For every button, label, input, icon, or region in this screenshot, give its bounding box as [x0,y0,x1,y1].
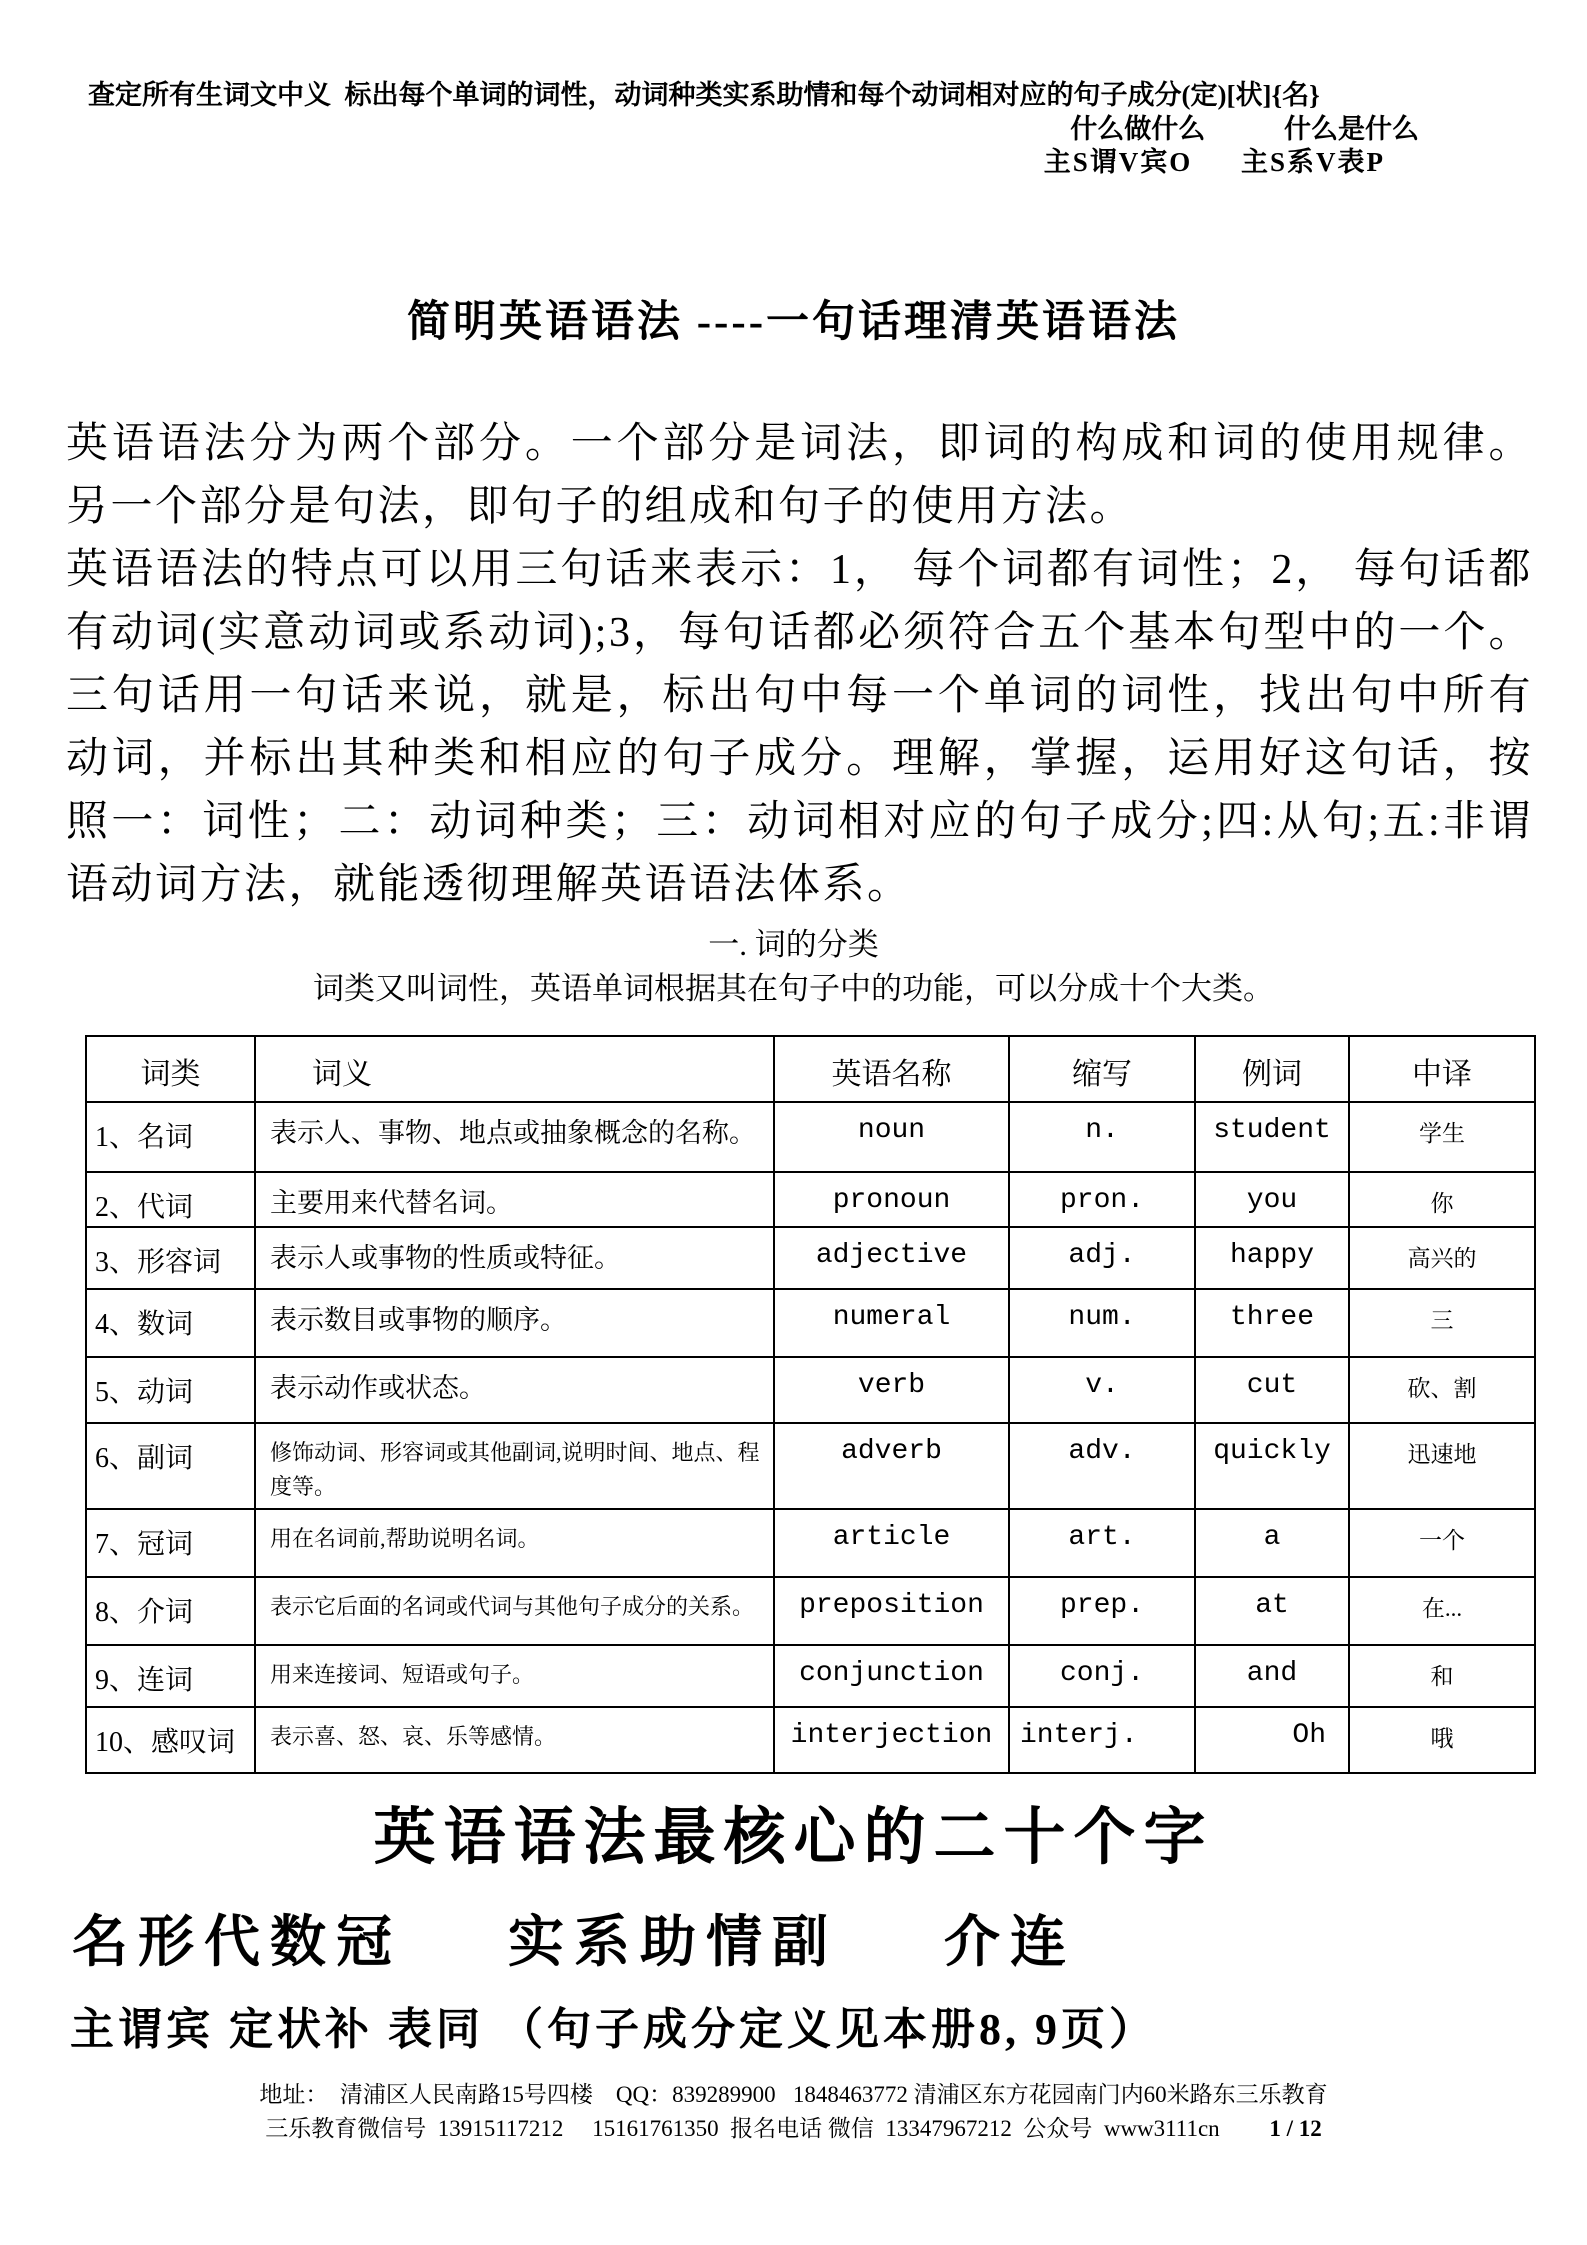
core-title: 英语语法最核心的二十个字 [373,1804,1214,1872]
cell-translation: 高兴的 [1349,1227,1535,1289]
word-class-table [85,1035,1536,1774]
cell-class: 1、名词 [86,1102,255,1172]
cell-class: 7、冠词 [86,1509,255,1577]
cell-abbr: n. [1009,1102,1195,1172]
cell-example: at [1195,1577,1349,1645]
cell-class: 3、形容词 [86,1227,255,1289]
cell-class: 6、副词 [86,1423,255,1509]
col-header-abbr: 缩写 [1009,1036,1195,1102]
cell-meaning: 主要用来代替名词。 [255,1172,774,1227]
col-header-class: 词类 [86,1036,255,1102]
cell-example: three [1195,1289,1349,1357]
page-number: 1 / 12 [1269,2116,1322,2141]
intro-paragraph-2: 英语语法的特点可以用三句话来表示：1， 每个词都有词性；2， 每句话都有动词(实意动词或系动词);3，每句话都必须符合五个基本句型中的一个。三句话用一句话来说，就是，标出句中每一个单词的词性，找出句中所有动词，并标出其种类和相应的句子成分。理解，掌握，运用好这句话，按照一：词性；二：动词种类；三：动词相对应的句子成分;四:从句;五:非谓语动词方法，就能透彻理解英语语法体系。 [66,547,1533,908]
cell-class: 5、动词 [86,1357,255,1423]
cell-english: adverb [774,1423,1009,1509]
col-header-example: 例词 [1195,1036,1349,1102]
cell-english: conjunction [774,1645,1009,1707]
annotation-svo: 主S谓V宾O [1043,147,1193,177]
table-row [86,1509,1535,1577]
cell-abbr: adj. [1009,1227,1195,1289]
table-row [86,1707,1535,1773]
core-sentence-parts: 主谓宾 定状补 表同 （句子成分定义见本册8, 9页） [70,2005,1157,2054]
cell-translation: 和 [1349,1645,1535,1707]
cell-meaning: 表示喜、怒、哀、乐等感情。 [255,1707,774,1773]
footer-contact-text: 三乐教育微信号 13915117212 15161761350 报名电话 微信 13347967212 公众号 www3111cn [265,2116,1220,2141]
cell-translation: 哦 [1349,1707,1535,1773]
table-row [86,1577,1535,1645]
table-row [86,1227,1535,1289]
cell-english: adjective [774,1227,1009,1289]
cell-english: pronoun [774,1172,1009,1227]
annotation-line-2 [0,114,1419,145]
cell-english: numeral [774,1289,1009,1357]
cell-example: happy [1195,1227,1349,1289]
cell-example: student [1195,1102,1349,1172]
col-header-english: 英语名称 [774,1036,1009,1102]
cell-example: a [1195,1509,1349,1577]
cell-class: 2、代词 [86,1172,255,1227]
cell-meaning: 表示数目或事物的顺序。 [255,1289,774,1357]
cell-class: 9、连词 [86,1645,255,1707]
cell-translation: 在... [1349,1577,1535,1645]
table-row [86,1423,1535,1509]
cell-translation: 迅速地 [1349,1423,1535,1509]
annotation-svp: 主S系V表P [1240,147,1385,177]
cell-abbr: conj. [1009,1645,1195,1707]
table-row [86,1172,1535,1227]
annotation-what-is: 什么是什么 [1284,114,1419,144]
cell-abbr: art. [1009,1509,1195,1577]
col-header-meaning: 词义 [255,1036,774,1102]
cell-translation: 一个 [1349,1509,1535,1577]
cell-meaning: 表示它后面的名词或代词与其他句子成分的关系。 [255,1577,774,1645]
intro-paragraph-1: 英语语法分为两个部分。一个部分是词法，即词的构成和词的使用规律。另一个部分是句法，即句子的组成和句子的使用方法。 [66,421,1533,530]
cell-meaning: 用来连接词、短语或句子。 [255,1645,774,1707]
cell-abbr: interj. [1009,1707,1195,1773]
cell-class: 4、数词 [86,1289,255,1357]
cell-meaning: 修饰动词、形容词或其他副词,说明时间、地点、程度等。 [255,1423,774,1509]
col-header-translation: 中译 [1349,1036,1535,1102]
cell-example: Oh [1195,1707,1349,1773]
annotation-line-1: 查定所有生词文中义 标出每个单词的词性，动词种类实系助情和每个动词相对应的句子成分(定)[状]{名} [88,80,1320,110]
cell-example: and [1195,1645,1349,1707]
footer-contact-line [0,2112,1587,2146]
cell-abbr: pron. [1009,1172,1195,1227]
section-subtitle: 词类又叫词性，英语单词根据其在句子中的功能，可以分成十个大类。 [313,971,1274,1006]
core-groups [72,1912,1587,1974]
annotation-what-does: 什么做什么 [1070,114,1206,144]
cell-english: verb [774,1357,1009,1423]
cell-example: cut [1195,1357,1349,1423]
core-group-3: 介连 [944,1912,1076,1974]
cell-example: quickly [1195,1423,1349,1509]
cell-class: 8、介词 [86,1577,255,1645]
table-row [86,1102,1535,1172]
cell-meaning: 表示人、事物、地点或抽象概念的名称。 [255,1102,774,1172]
annotation-line-3 [0,147,1419,178]
cell-meaning: 表示人或事物的性质或特征。 [255,1227,774,1289]
cell-english: article [774,1509,1009,1577]
cell-english: preposition [774,1577,1009,1645]
cell-english: noun [774,1102,1009,1172]
core-group-2: 实系助情副 [508,1912,838,1974]
cell-class: 10、感叹词 [86,1707,255,1773]
section-heading: 一. 词的分类 [708,927,879,962]
intro-section [66,413,1533,917]
page-footer [0,2078,1587,2146]
table-row [86,1357,1535,1423]
cell-english: interjection [774,1707,1009,1773]
table-row [86,1645,1535,1707]
cell-abbr: num. [1009,1289,1195,1357]
table-header-row [86,1036,1535,1102]
cell-translation: 你 [1349,1172,1535,1227]
page-title: 简明英语语法 ----一句话理清英语语法 [406,299,1181,346]
core-group-1: 名形代数冠 [72,1912,402,1974]
cell-abbr: adv. [1009,1423,1195,1509]
cell-meaning: 用在名词前,帮助说明名词。 [255,1509,774,1577]
cell-meaning: 表示动作或状态。 [255,1357,774,1423]
table-row [86,1289,1535,1357]
cell-translation: 学生 [1349,1102,1535,1172]
cell-translation: 三 [1349,1289,1535,1357]
cell-abbr: v. [1009,1357,1195,1423]
cell-abbr: prep. [1009,1577,1195,1645]
footer-address-line: 地址： 清浦区人民南路15号四楼 QQ：839289900 1848463772 清浦区东方花园南门内60米路东三乐教育 [259,2082,1328,2107]
cell-translation: 砍、割 [1349,1357,1535,1423]
cell-example: you [1195,1172,1349,1227]
